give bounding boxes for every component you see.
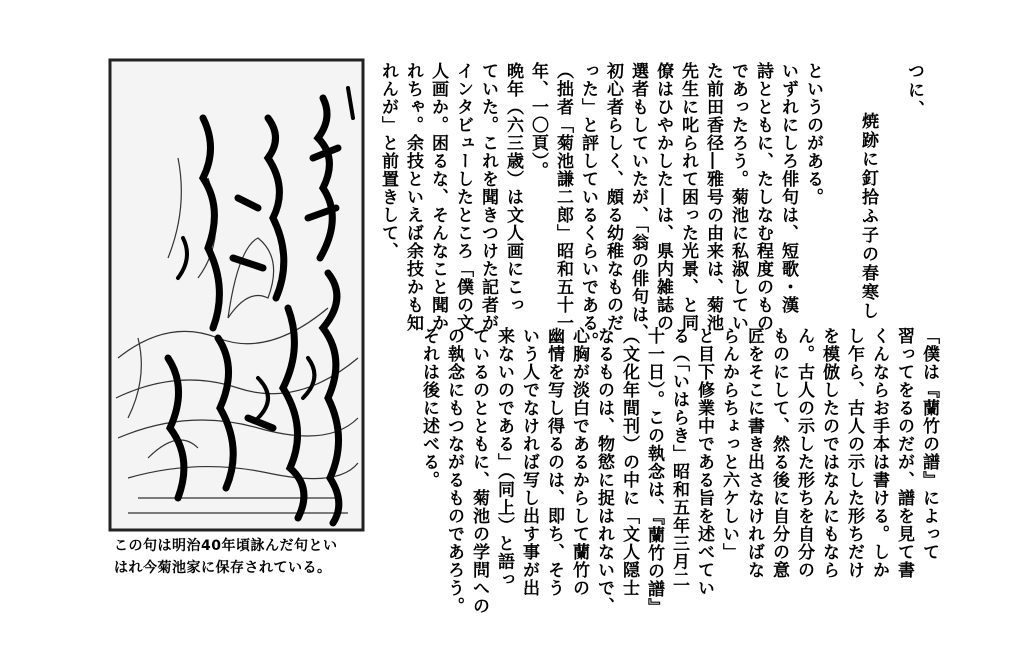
caption-line: はれ今菊池家に保存されている。 [114, 560, 332, 576]
text-column: いう人でなければ写し出す事が出 [519, 327, 539, 597]
text-column: 僚はひやかした―は、県内雑誌の [653, 62, 673, 332]
text-column: （拙者「菊池謙二郎」昭和五十一 [553, 62, 573, 332]
text-column: らんからちょっと六ケしい」 [719, 327, 739, 561]
text-column: れんが」と前置きして、 [378, 62, 398, 260]
text-column: と目下修業中である旨を述べてい [694, 327, 714, 597]
text-column: 人画か。困るな、そんなこと聞か [428, 62, 448, 332]
text-column: というのがある。 [803, 62, 823, 206]
text-column: なるものは、物慾に捉はれないで、 [594, 327, 614, 615]
text-column: であったろう。菊池に私淑してい [728, 62, 748, 332]
section-bottom [416, 327, 941, 617]
text-column: る（「いはらき」昭和五年三月二 [669, 327, 689, 589]
text-column: インタビューしたところ「僕の文 [453, 62, 473, 332]
haiku-line: 焼跡に釘拾ふ子の春寒し [858, 112, 878, 321]
text-column: 来ないのである」（同上）と語っ [494, 327, 514, 589]
text-column: ていた。これを聞きつけた記者が [478, 62, 498, 332]
text-column: （文化年間刊）の中に「文人隠士 [619, 327, 639, 597]
text-column: 十一日）。この執念は、『蘭竹の譜』 [644, 327, 664, 616]
text-column: を模倣したのではなんにもなら [819, 327, 839, 579]
calligraphy-painting [108, 58, 365, 532]
text-column: 心胸が淡白であるからして蘭竹の [569, 327, 589, 597]
section-top [375, 62, 825, 350]
text-column: た前田香径―雅号の由来は、菊池 [703, 62, 723, 332]
text-column: 幽情を写し得るのは、即ち、そう [544, 327, 564, 597]
text-column: ているのとともに、菊池の学問への [469, 327, 489, 615]
text-column: くんならお手本は書ける。しか [869, 327, 889, 579]
text-column: 「僕は『蘭竹の譜』によって [919, 327, 939, 561]
text-column: 年、一〇頁）。 [528, 62, 548, 180]
text-column: 初心者らしく、頗る幼稚なものだ [603, 62, 623, 332]
text-column: 晩年（六三歳）は文人画にこっ [503, 62, 523, 314]
text-column: 匠をそこに書き出さなければな [744, 327, 764, 579]
text-column: 詩とともに、たしなむ程度のもの [753, 62, 773, 332]
intro-text: つに、 [904, 62, 924, 119]
text-column: ん。古人の示した形ちを自分の [794, 327, 814, 579]
text-column: し乍ら、古人の示した形ちだけ [844, 327, 864, 579]
text-column: った」と評しているくらいである。 [578, 62, 598, 350]
caption-line: この句は明治40年頃詠んだ句とい [114, 538, 338, 554]
text-column: の執念にもつながるものであろう。 [444, 327, 464, 615]
text-column: れちゃ。余技といえば余技かも知 [403, 62, 423, 332]
text-column: 先生に叱られて困った光景、と同 [678, 62, 698, 332]
text-column: 習ってをるのだが、譜を見て書 [894, 327, 914, 579]
text-column: いずれにしろ俳句は、短歌・漢 [778, 62, 798, 314]
figure-caption [114, 535, 374, 579]
text-column: それは後に述べる。 [419, 327, 439, 489]
text-column: ものにして、然る後に自分の意 [769, 327, 789, 579]
text-column: 選者もしていたが、「翁の俳句は、 [628, 62, 648, 342]
